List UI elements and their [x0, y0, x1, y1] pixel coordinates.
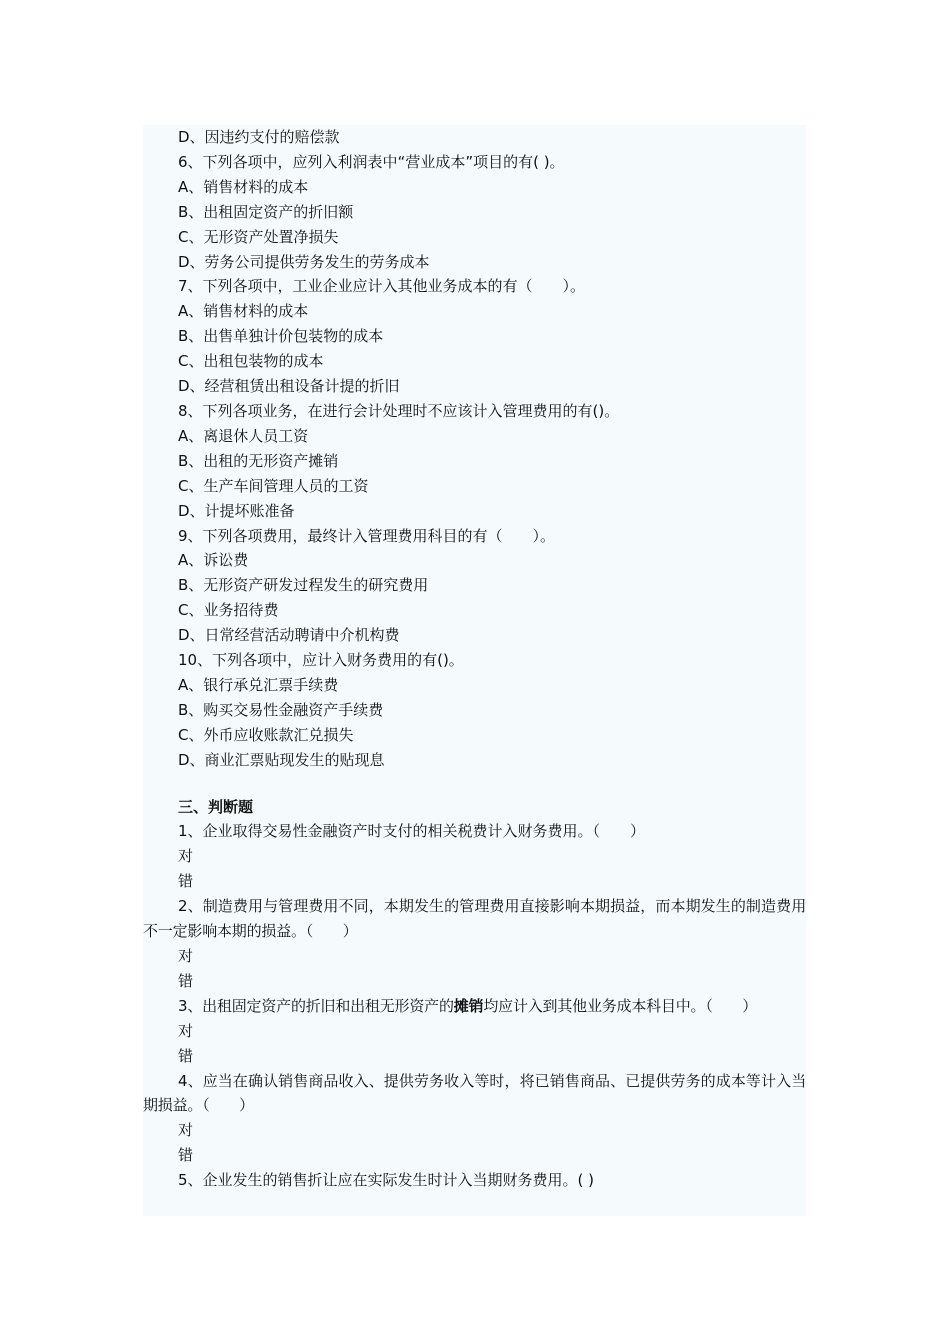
- section-gap: [143, 773, 806, 795]
- option-d: D、因违约支付的赔偿款: [178, 128, 340, 146]
- option-c: C、生产车间管理人员的工资: [178, 476, 369, 495]
- answer-false: 错: [178, 1146, 194, 1165]
- option-b: B、出租的无形资产摊销: [178, 451, 339, 470]
- option-d: D、日常经营活动聘请中介机构费: [178, 626, 400, 645]
- option-a: A、诉讼费: [178, 551, 249, 570]
- question-8: 8、下列各项业务，在进行会计处理时不应该计入管理费用的有()。: [178, 401, 620, 420]
- option-c: C、出租包装物的成本: [178, 352, 324, 371]
- option-c: C、无形资产处置净损失: [178, 227, 339, 246]
- judge-question-2: 2、制造费用与管理费用不同，本期发生的管理费用直接影响本期损益，而本期发生的制造费用不一定影响本期的损益。（ ）: [143, 897, 806, 941]
- option-a: A、离退休人员工资: [178, 426, 309, 445]
- question-9: 9、下列各项费用，最终计入管理费用科目的有（ ）。: [178, 526, 556, 545]
- option-b: B、购买交易性金融资产手续费: [178, 700, 384, 719]
- answer-false: 错: [178, 872, 194, 891]
- option-a: A、销售材料的成本: [178, 302, 309, 321]
- answer-true: 对: [178, 1121, 194, 1140]
- judge-question-3-bold: 摊销: [453, 996, 484, 1015]
- question-6: 6、下列各项中，应列入利润表中“营业成本”项目的有( )。: [178, 152, 565, 171]
- section-title: 三、判断题: [178, 797, 254, 816]
- answer-true: 对: [178, 847, 194, 866]
- judge-question-1: 1、企业取得交易性金融资产时支付的相关税费计入财务费用。（ ）: [178, 822, 646, 841]
- option-d: D、劳务公司提供劳务发生的劳务成本: [178, 252, 430, 271]
- judge-question-3-post: 均应计入到其他业务成本科目中。（ ）: [483, 996, 758, 1015]
- option-a: A、银行承兑汇票手续费: [178, 675, 339, 694]
- judge-question-4: 4、应当在确认销售商品收入、提供劳务收入等时，将已销售商品、已提供劳务的成本等计入当期损益。（ ）: [143, 1071, 806, 1115]
- option-b: B、无形资产研发过程发生的研究费用: [178, 576, 429, 595]
- answer-true: 对: [178, 1021, 194, 1040]
- answer-false: 错: [178, 971, 194, 990]
- option-d: D、商业汇票贴现发生的贴现息: [178, 750, 385, 769]
- document-content: [143, 125, 806, 1193]
- option-d: D、计提坏账准备: [178, 501, 295, 520]
- option-a: A、销售材料的成本: [178, 177, 309, 196]
- judge-question-5: 5、企业发生的销售折让应在实际发生时计入当期财务费用。( ): [178, 1171, 595, 1190]
- answer-false: 错: [178, 1046, 194, 1065]
- option-b: B、出租固定资产的折旧额: [178, 202, 354, 221]
- question-10: 10、下列各项中，应计入财务费用的有()。: [178, 651, 464, 670]
- answer-true: 对: [178, 947, 194, 965]
- judge-question-3: [143, 994, 806, 1019]
- option-d: D、经营租赁出租设备计提的折旧: [178, 377, 400, 396]
- judge-question-3-pre: 3、出租固定资产的折旧和出租无形资产的: [178, 996, 454, 1015]
- question-7: 7、下列各项中，工业企业应计入其他业务成本的有（ ）。: [178, 277, 586, 296]
- option-c: C、外币应收账款汇兑损失: [178, 725, 354, 744]
- option-c: C、业务招待费: [178, 601, 279, 620]
- option-b: B、出售单独计价包装物的成本: [178, 327, 384, 346]
